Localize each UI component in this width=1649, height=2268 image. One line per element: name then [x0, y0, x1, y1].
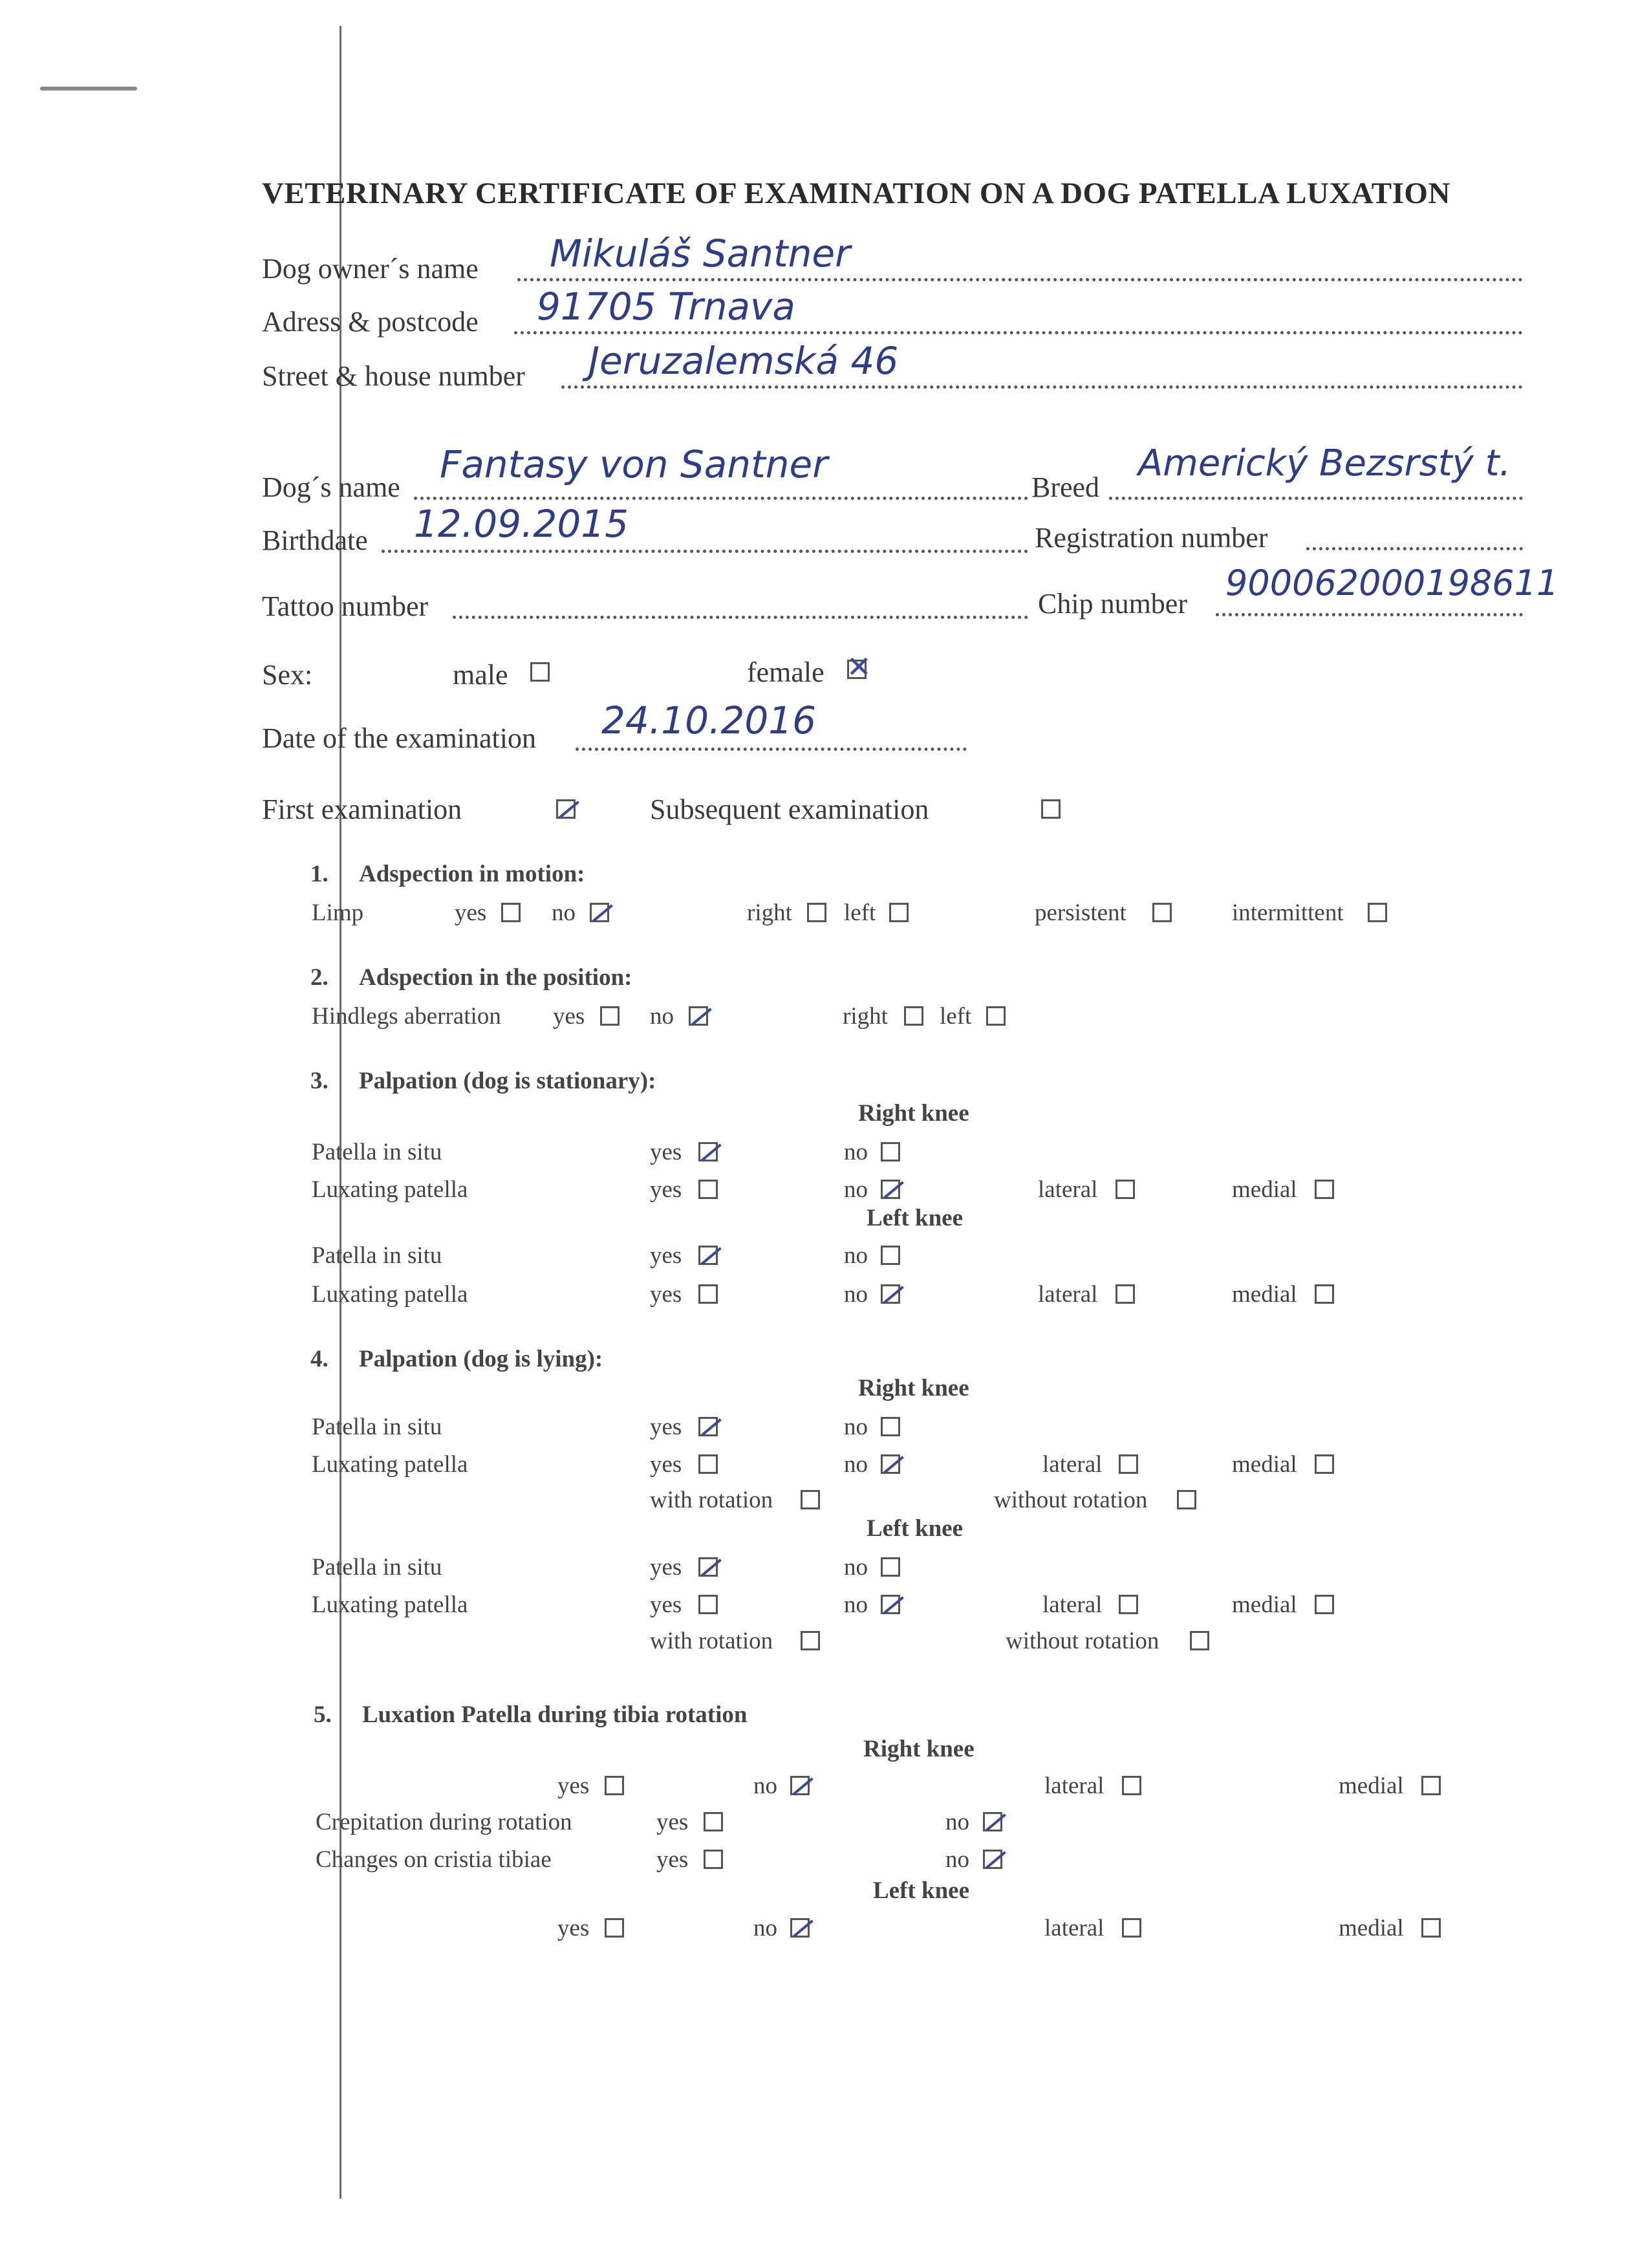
s3-rk-lux-no-checkbox[interactable] — [881, 1180, 900, 1199]
s3-rk-medial-label: medial — [1232, 1176, 1297, 1203]
page-title: VETERINARY CERTIFICATE OF EXAMINATION ON A DOG PATELLA LUXATION — [262, 177, 1450, 210]
chip-value: 900062000198611 — [1225, 563, 1559, 603]
breed-value: Americký Bezsrstý t. — [1138, 442, 1511, 484]
s4-lk-lateral-checkbox[interactable] — [1119, 1595, 1138, 1614]
dog-name-value: Fantasy von Santner — [440, 442, 828, 486]
changes-label: Changes on cristia tibiae — [316, 1846, 552, 1873]
s4-rk-situ-label: Patella in situ — [312, 1414, 442, 1440]
female-label: female — [747, 656, 824, 688]
limp-yes-checkbox[interactable] — [501, 903, 521, 922]
s3-rk-lateral-label: lateral — [1038, 1176, 1098, 1203]
crepitation-label: Crepitation during rotation — [316, 1809, 572, 1835]
chip-line — [1216, 613, 1523, 616]
limp-left-label: left — [844, 900, 876, 926]
hindlegs-yes-label: yes — [553, 1003, 585, 1030]
limp-no-label: no — [552, 900, 576, 926]
section-1-title: Adspection in motion: — [359, 861, 585, 887]
s3-lk-situ-no-label: no — [844, 1242, 868, 1269]
s3-rk-situ-no-label: no — [844, 1139, 868, 1165]
section-3-title: Palpation (dog is stationary): — [359, 1068, 656, 1094]
s4-lk-lux-label: Luxating patella — [312, 1592, 468, 1618]
s3-lk-situ-yes-checkbox[interactable] — [698, 1246, 718, 1265]
limp-persistent-checkbox[interactable] — [1152, 903, 1172, 922]
section-4-title: Palpation (dog is lying): — [359, 1346, 603, 1372]
s5-left-knee-heading: Left knee — [873, 1877, 969, 1904]
s4-rk-lux-yes-checkbox[interactable] — [698, 1454, 718, 1474]
limp-right-checkbox[interactable] — [807, 903, 826, 922]
s4-lk-without-rotation-checkbox[interactable] — [1190, 1631, 1209, 1650]
owner-name-label: Dog owner´s name — [262, 253, 479, 285]
registration-label: Registration number — [1035, 522, 1268, 554]
s4-lk-with-rotation-checkbox[interactable] — [801, 1631, 820, 1650]
hindlegs-no-checkbox[interactable] — [689, 1006, 708, 1026]
s3-rk-situ-yes-label: yes — [650, 1139, 682, 1165]
limp-right-label: right — [747, 900, 792, 926]
s3-rk-lux-no-label: no — [844, 1176, 868, 1203]
exam-date-label: Date of the examination — [262, 722, 536, 754]
limp-intermittent-label: intermittent — [1232, 900, 1344, 926]
s5-lk-lateral-checkbox[interactable] — [1122, 1918, 1141, 1938]
limp-yes-label: yes — [455, 900, 487, 926]
street-label: Street & house number — [262, 360, 525, 392]
s4-lk-situ-yes-label: yes — [650, 1554, 682, 1581]
s4-rk-lateral-checkbox[interactable] — [1119, 1454, 1138, 1474]
section-5-title: Luxation Patella during tibia rotation — [362, 1701, 748, 1728]
s4-rk-without-rotation-label: without rotation — [994, 1487, 1148, 1513]
s3-lk-lux-no-checkbox[interactable] — [881, 1284, 900, 1304]
crepitation-yes-label: yes — [656, 1809, 689, 1835]
s4-lk-medial-label: medial — [1232, 1592, 1297, 1618]
s4-right-knee-heading: Right knee — [858, 1375, 969, 1401]
s5-rk-yes-label: yes — [557, 1773, 590, 1799]
s3-lk-lux-yes-checkbox[interactable] — [698, 1284, 718, 1304]
limp-no-checkbox[interactable] — [590, 903, 609, 922]
tattoo-line — [453, 616, 1028, 619]
s4-lk-lux-no-label: no — [844, 1592, 868, 1618]
s5-lk-medial-checkbox[interactable] — [1421, 1918, 1441, 1938]
changes-no-label: no — [945, 1846, 969, 1873]
s5-lk-lateral-label: lateral — [1044, 1915, 1105, 1941]
first-exam-checkbox[interactable] — [556, 799, 576, 819]
s4-lk-with-rotation-label: with rotation — [650, 1628, 773, 1654]
s3-rk-medial-checkbox[interactable] — [1315, 1180, 1334, 1199]
s4-rk-lateral-label: lateral — [1042, 1451, 1103, 1478]
changes-no-checkbox[interactable] — [983, 1850, 1002, 1869]
s5-rk-medial-label: medial — [1339, 1773, 1404, 1799]
s4-lk-lux-yes-label: yes — [650, 1592, 682, 1618]
s4-rk-situ-yes-checkbox[interactable] — [698, 1417, 718, 1436]
s3-lk-situ-yes-label: yes — [650, 1242, 682, 1269]
s5-right-knee-heading: Right knee — [863, 1736, 975, 1762]
s3-rk-lux-yes-label: yes — [650, 1176, 682, 1203]
s3-rk-situ-label: Patella in situ — [312, 1139, 442, 1165]
birthdate-value: 12.09.2015 — [414, 502, 629, 546]
s4-lk-lux-no-checkbox[interactable] — [881, 1595, 900, 1614]
hindlegs-left-label: left — [940, 1003, 972, 1030]
s3-rk-lux-yes-checkbox[interactable] — [698, 1180, 718, 1199]
s4-rk-lux-label: Luxating patella — [312, 1451, 468, 1478]
s3-lk-medial-checkbox[interactable] — [1315, 1284, 1334, 1304]
address-value: 91705 Trnava — [537, 285, 795, 329]
changes-yes-checkbox[interactable] — [704, 1850, 723, 1869]
s4-rk-with-rotation-label: with rotation — [650, 1487, 773, 1513]
s5-lk-no-label: no — [753, 1915, 777, 1941]
s3-lk-lux-yes-label: yes — [650, 1281, 682, 1308]
street-value: Jeruzalemská 46 — [588, 339, 899, 383]
s3-left-knee-heading: Left knee — [867, 1205, 963, 1231]
hindlegs-right-label: right — [843, 1003, 888, 1030]
s3-lk-situ-no-checkbox[interactable] — [881, 1246, 900, 1265]
s4-rk-lux-no-label: no — [844, 1451, 868, 1478]
s3-lk-lateral-label: lateral — [1038, 1281, 1098, 1308]
hindlegs-right-checkbox[interactable] — [904, 1006, 923, 1026]
street-line — [561, 385, 1523, 389]
s5-rk-lateral-label: lateral — [1044, 1773, 1105, 1799]
dog-name-label: Dog´s name — [262, 471, 400, 503]
s4-lk-lateral-label: lateral — [1042, 1592, 1103, 1618]
owner-name-line — [517, 278, 1523, 281]
s4-rk-lux-yes-label: yes — [650, 1451, 682, 1478]
address-label: Adress & postcode — [262, 306, 479, 338]
birthdate-line — [382, 550, 1028, 553]
s5-lk-medial-label: medial — [1339, 1915, 1404, 1941]
s4-left-knee-heading: Left knee — [867, 1515, 963, 1542]
address-line — [514, 331, 1523, 334]
s4-rk-situ-no-checkbox[interactable] — [881, 1417, 900, 1436]
s3-rk-lux-label: Luxating patella — [312, 1176, 468, 1203]
section-1-number: 1. — [310, 861, 329, 887]
crepitation-yes-checkbox[interactable] — [704, 1812, 723, 1831]
s5-rk-no-checkbox[interactable] — [790, 1776, 810, 1795]
limp-label: Limp — [312, 900, 364, 926]
s4-lk-situ-no-label: no — [844, 1554, 868, 1581]
crepitation-no-label: no — [945, 1809, 969, 1835]
hindlegs-left-checkbox[interactable] — [986, 1006, 1006, 1026]
breed-label: Breed — [1031, 471, 1100, 503]
s5-lk-yes-label: yes — [557, 1915, 590, 1941]
chip-label: Chip number — [1038, 588, 1187, 620]
registration-line — [1306, 547, 1523, 550]
s3-rk-lateral-checkbox[interactable] — [1116, 1180, 1135, 1199]
limp-intermittent-checkbox[interactable] — [1368, 903, 1387, 922]
exam-date-value: 24.10.2016 — [601, 698, 817, 742]
tattoo-label: Tattoo number — [262, 590, 429, 622]
hindlegs-yes-checkbox[interactable] — [600, 1006, 620, 1026]
s4-lk-situ-yes-checkbox[interactable] — [698, 1557, 718, 1577]
first-exam-label: First examination — [262, 794, 462, 825]
s4-rk-situ-no-label: no — [844, 1414, 868, 1440]
s5-rk-lateral-checkbox[interactable] — [1122, 1776, 1141, 1795]
limp-persistent-label: persistent — [1035, 900, 1126, 926]
limp-left-checkbox[interactable] — [889, 903, 909, 922]
s4-rk-with-rotation-checkbox[interactable] — [801, 1490, 820, 1509]
s4-lk-situ-label: Patella in situ — [312, 1554, 442, 1581]
birthdate-label: Birthdate — [262, 524, 368, 556]
exam-date-line — [576, 748, 967, 751]
s5-rk-yes-checkbox[interactable] — [605, 1776, 624, 1795]
s4-rk-medial-label: medial — [1232, 1451, 1297, 1478]
s4-rk-lux-no-checkbox[interactable] — [881, 1454, 900, 1474]
s4-lk-without-rotation-label: without rotation — [1006, 1628, 1159, 1654]
s3-lk-lux-label: Luxating patella — [312, 1281, 468, 1308]
dog-name-line — [414, 497, 1028, 500]
s3-lk-situ-label: Patella in situ — [312, 1242, 442, 1269]
subsequent-exam-checkbox[interactable] — [1041, 799, 1061, 819]
male-checkbox[interactable] — [530, 662, 550, 682]
s5-lk-yes-checkbox[interactable] — [605, 1918, 624, 1938]
female-checkbox[interactable] — [847, 660, 867, 679]
hindlegs-label: Hindlegs aberration — [312, 1003, 501, 1030]
section-3-number: 3. — [310, 1068, 329, 1094]
changes-yes-label: yes — [656, 1846, 689, 1873]
margin-mark — [40, 87, 137, 91]
s3-rk-situ-no-checkbox[interactable] — [881, 1142, 900, 1161]
subsequent-exam-label: Subsequent examination — [650, 794, 929, 825]
s4-lk-medial-checkbox[interactable] — [1315, 1595, 1334, 1614]
s4-rk-medial-checkbox[interactable] — [1315, 1454, 1334, 1474]
s3-rk-situ-yes-checkbox[interactable] — [698, 1142, 718, 1161]
s3-right-knee-heading: Right knee — [858, 1100, 969, 1127]
s5-rk-no-label: no — [753, 1773, 777, 1799]
s3-lk-medial-label: medial — [1232, 1281, 1297, 1308]
s3-lk-lux-no-label: no — [844, 1281, 868, 1308]
section-4-number: 4. — [310, 1346, 329, 1372]
crepitation-no-checkbox[interactable] — [983, 1812, 1002, 1831]
owner-name-value: Mikuláš Santner — [550, 232, 850, 275]
s4-rk-situ-yes-label: yes — [650, 1414, 682, 1440]
s4-rk-without-rotation-checkbox[interactable] — [1177, 1490, 1196, 1509]
s4-lk-lux-yes-checkbox[interactable] — [698, 1595, 718, 1614]
s3-lk-lateral-checkbox[interactable] — [1116, 1284, 1135, 1304]
s5-lk-no-checkbox[interactable] — [790, 1918, 810, 1938]
section-5-number: 5. — [314, 1701, 332, 1728]
section-2-number: 2. — [310, 964, 329, 991]
male-label: male — [453, 659, 508, 691]
s5-rk-medial-checkbox[interactable] — [1421, 1776, 1441, 1795]
breed-line — [1109, 497, 1523, 500]
section-2-title: Adspection in the position: — [359, 964, 632, 991]
sex-label: Sex: — [262, 659, 313, 691]
s4-lk-situ-no-checkbox[interactable] — [881, 1557, 900, 1577]
hindlegs-no-label: no — [650, 1003, 674, 1030]
